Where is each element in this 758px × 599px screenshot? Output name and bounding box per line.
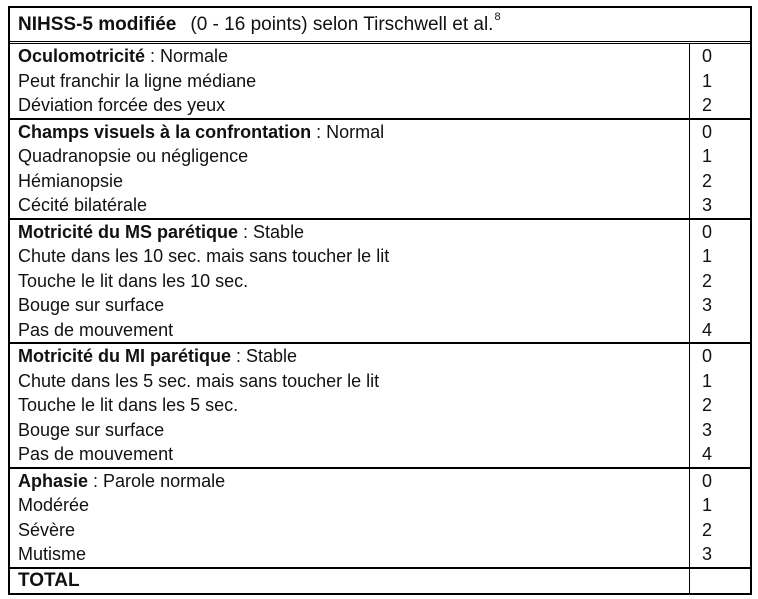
item-score: 0 <box>702 221 713 242</box>
section-labels <box>10 220 690 343</box>
section-header <box>18 44 689 69</box>
section-labels <box>10 344 690 467</box>
item-score: 2 <box>702 270 713 291</box>
section-labels <box>10 469 690 567</box>
item-score: 2 <box>702 95 713 115</box>
item-score: 1 <box>702 495 713 515</box>
item-label: Pas de mouvement <box>18 444 174 464</box>
item-label: Chute dans les 5 sec. mais sans toucher le lit <box>18 370 380 391</box>
item-score: 3 <box>702 195 713 215</box>
title-reference: 8 <box>494 10 501 23</box>
section-scores <box>690 220 750 343</box>
item-score: 1 <box>702 70 713 91</box>
section-scores <box>690 469 750 567</box>
item-label: Chute dans les 10 sec. mais sans toucher le lit <box>18 246 390 266</box>
item-score: 4 <box>702 444 713 464</box>
section-header <box>18 120 689 145</box>
section-header <box>18 469 689 494</box>
item-score: 0 <box>702 470 713 491</box>
section-header-normal: : Stable <box>238 221 305 242</box>
section-header-name: Oculomotricité <box>18 46 146 66</box>
item-score: 2 <box>702 170 713 191</box>
section-labels <box>10 44 690 118</box>
section-header <box>18 344 689 369</box>
item-label: Mutisme <box>18 544 87 564</box>
section-scores <box>690 344 750 467</box>
section-aphasie <box>10 469 750 569</box>
table-title <box>10 8 750 44</box>
section-header-normal: : Stable <box>231 346 298 366</box>
item-label: Bouge sur surface <box>18 295 165 315</box>
item-score: 4 <box>702 319 713 340</box>
item-score: 1 <box>702 146 713 166</box>
item-label: Peut franchir la ligne médiane <box>18 70 257 91</box>
title-subtitle: (0 - 16 points) selon Tirschwell et al. <box>190 13 494 35</box>
section-header-name: Motricité du MS parétique <box>18 221 239 242</box>
item-score: 1 <box>702 370 713 391</box>
item-score: 0 <box>702 46 713 66</box>
item-label: Touche le lit dans les 10 sec. <box>18 270 249 291</box>
item-score: 3 <box>702 419 713 440</box>
section-header-name: Aphasie <box>18 470 89 491</box>
section-labels <box>10 120 690 218</box>
item-label: Quadranopsie ou négligence <box>18 146 249 166</box>
item-label: Touche le lit dans les 5 sec. <box>18 395 239 415</box>
section-header-name: Champs visuels à la confrontation <box>18 121 312 142</box>
item-label: Sévère <box>18 519 76 540</box>
total-label: TOTAL <box>10 569 690 593</box>
item-label: Hémianopsie <box>18 170 124 191</box>
item-score: 3 <box>702 544 713 564</box>
section-motricite-ms <box>10 220 750 345</box>
section-header-normal: : Normale <box>145 46 229 66</box>
total-row <box>10 569 750 593</box>
item-score: 0 <box>702 121 713 142</box>
section-header-name: Motricité du MI parétique <box>18 346 232 366</box>
item-label: Cécité bilatérale <box>18 195 148 215</box>
item-label: Bouge sur surface <box>18 419 165 440</box>
section-champs-visuels <box>10 120 750 220</box>
total-value-cell[interactable] <box>690 569 750 593</box>
section-header-normal: : Normal <box>311 121 385 142</box>
item-score: 1 <box>702 246 713 266</box>
section-header <box>18 220 689 245</box>
section-scores <box>690 120 750 218</box>
section-header-normal: : Parole normale <box>88 470 226 491</box>
section-motricite-mi <box>10 344 750 469</box>
nihss-table <box>8 6 752 595</box>
item-score: 2 <box>702 395 713 415</box>
item-score: 2 <box>702 519 713 540</box>
item-label: Pas de mouvement <box>18 319 174 340</box>
item-score: 3 <box>702 295 713 315</box>
section-scores <box>690 44 750 118</box>
item-label: Déviation forcée des yeux <box>18 95 226 115</box>
item-label: Modérée <box>18 495 90 515</box>
title-main: NIHSS-5 modifiée <box>18 13 177 35</box>
section-oculomotricite <box>10 44 750 120</box>
item-score: 0 <box>702 346 713 366</box>
